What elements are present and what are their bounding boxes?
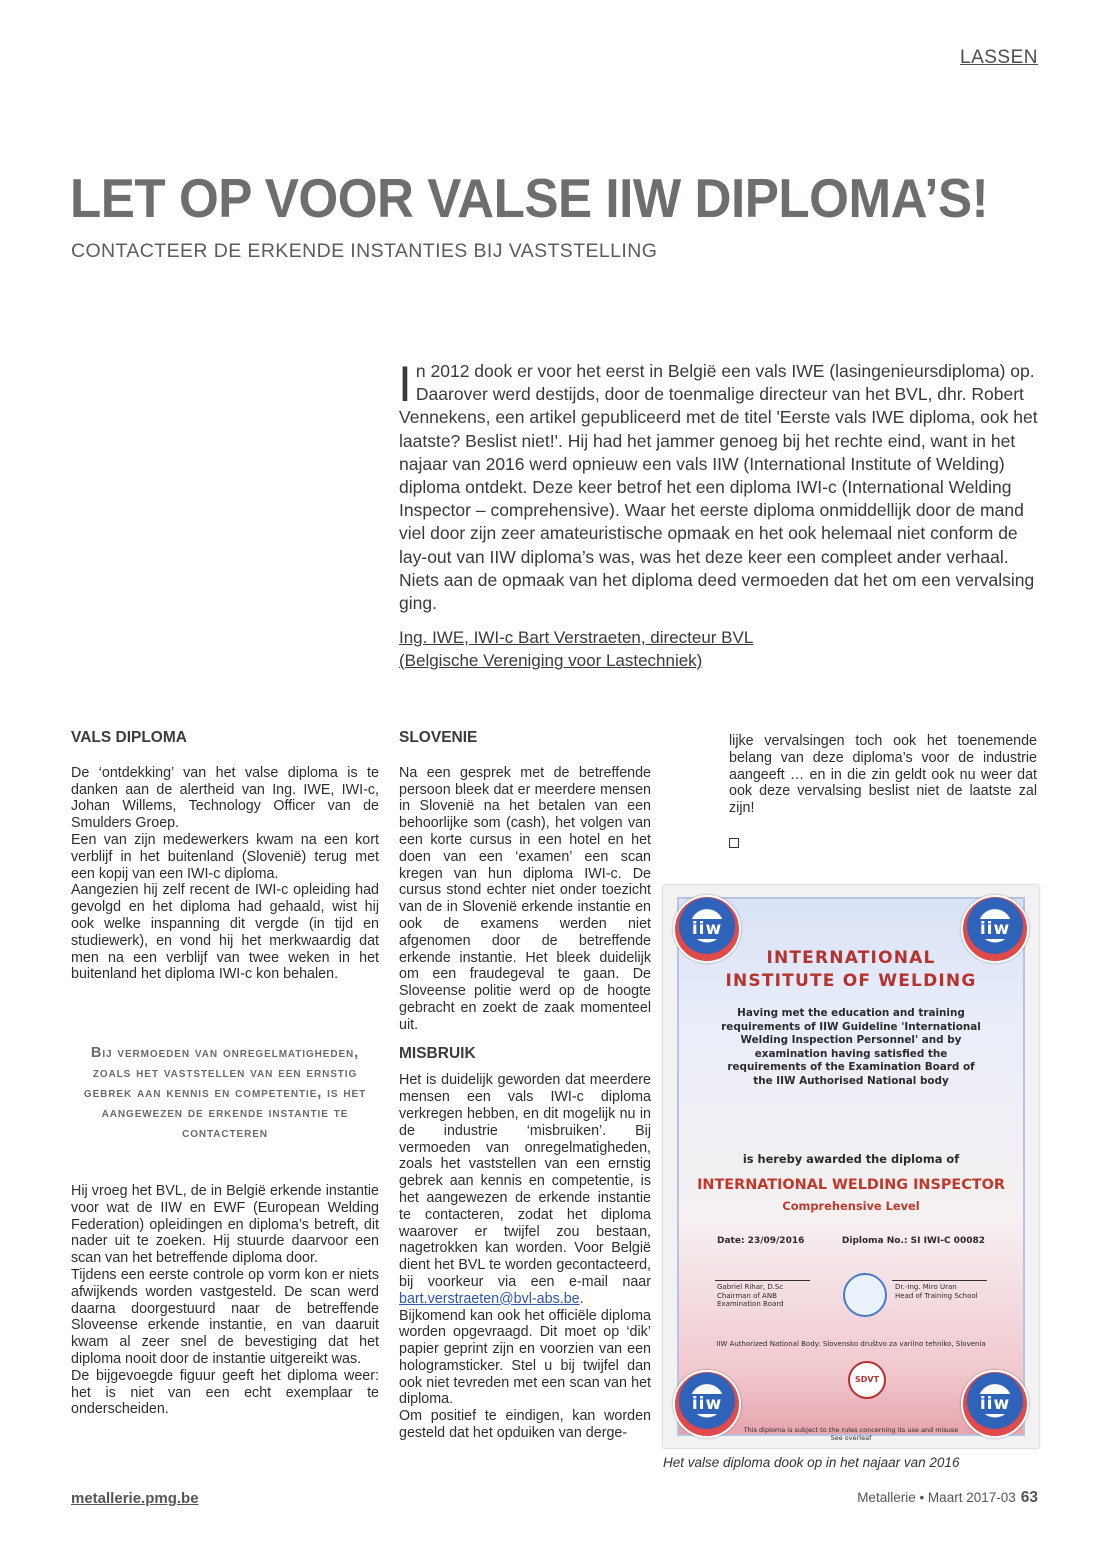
pull-quote: Bij vermoeden van onregelmatigheden, zoals het vaststellen van een ernstig gebrek aan kennis en competentie, is het aangewezen de erkende instantie te contacteren bbox=[83, 1045, 367, 1141]
iiw-seal-icon: iiw bbox=[961, 1370, 1029, 1438]
paragraph: Een van zijn medewerkers kwam na een kort verblijf in het buitenland (Slovenië) terug met een kopij van een IWI-c diploma. bbox=[71, 831, 379, 882]
iiw-seal-icon: iiw bbox=[673, 1370, 741, 1438]
column-1 bbox=[71, 730, 379, 983]
issue-label: Metallerie • Maart 2017-03 bbox=[857, 1490, 1016, 1505]
diploma-requirements: Having met the education and training requirements of IIW Guideline 'International Welding Inspection Personnel' and by examination having satisfied the requirements of the Examination Board of the IIW Authorised National body bbox=[721, 1007, 981, 1087]
signature-left: Gabriel Rihar, D.Sc Chairman of ANB Examination Board bbox=[717, 1283, 784, 1308]
intro-text: n 2012 dook er voor het eerst in België een vals IWE (lasingenieursdiploma) op. Daarover werd destijds, door de toenmalige directeur van het BVL, dhr. Robert Vennekens, een artikel gepubliceerd met de titel 'Eerste vals IWE diploma, ook het laatste? Beslist niet!'. Hij had het jammer genoeg bij het rechte eind, want in het najaar van 2016 werd opnieuw een vals IIW (International Institute of Welding) diploma ontdekt. Deze keer betrof het een diploma IWI-c (International Welding Inspector – comprehensive). Waar het eerste diploma onmiddellijk door de mand viel door zijn zeer amateuristische opmaak en het ook helemaal niet conform de lay-out van IIW diploma’s was, was het deze keer een compleet ander verhaal. Niets aan de opmaak van het diploma deed vermoeden dat het om een vervalsing ging. bbox=[399, 361, 1038, 614]
diploma-level: Comprehensive Level bbox=[782, 1199, 920, 1213]
diploma-sheet bbox=[677, 897, 1025, 1442]
diploma-title: INTERNATIONAL WELDING INSPECTOR bbox=[697, 1177, 1005, 1193]
column-3 bbox=[729, 733, 1037, 853]
hologram-stamp-icon bbox=[843, 1273, 887, 1317]
signature-line bbox=[892, 1280, 987, 1281]
column-1-continued bbox=[71, 1183, 379, 1418]
diploma-organisation: INTERNATIONAL INSTITUTE OF WELDING bbox=[725, 948, 977, 991]
paragraph: De ‘ontdekking’ van het valse diploma is te danken aan de alertheid van Ing. IWE, IWI-c, Johan Willems, Technology Officer van de Smulders Groep. bbox=[71, 764, 379, 832]
page-number: 63 bbox=[1020, 1489, 1038, 1506]
iiw-seal-icon: iiw bbox=[673, 895, 741, 963]
image-caption: Het valse diploma dook op in het najaar van 2016 bbox=[663, 1455, 960, 1470]
drop-cap: I bbox=[398, 356, 412, 412]
end-mark-icon bbox=[729, 838, 739, 848]
byline-author: Ing. IWE, IWI-c Bart Verstraeten, directeur BVL bbox=[399, 628, 754, 647]
paragraph-end: . bbox=[579, 1290, 584, 1307]
signature-right: Dr.-Ing. Miro Uran Head of Training School bbox=[895, 1283, 978, 1300]
column-2 bbox=[399, 730, 651, 1442]
paragraph-text: Het is duidelijk geworden dat meerdere mensen een vals IWI-c diploma verkregen hebben, en dit mogelijk nu in de industrie ‘misbruiken’. Bij vermoeden van onregelmatigheden, zoals het vaststellen van een ernstig gebrek aan kennis en competentie, is het aangewezen de erkende instantie te contacteren, zodat het diploma waarover er twijfel zou bestaan, nagetrokken kan worden. Voor België dient het BVL te worden gecontacteerd, bij voorkeur via een e-mail naar bbox=[399, 1072, 651, 1290]
paragraph: De bijgevoegde figuur geeft het diploma weer: het is niet van een echt exemplaar te onderscheiden. bbox=[71, 1367, 379, 1418]
footer-website-link[interactable]: metallerie.pmg.be bbox=[71, 1490, 199, 1507]
footer-issue bbox=[857, 1489, 1038, 1507]
diploma-anb: IIW Authorized National Body: Slovensko društvo za varilno tehniko, Slovenia bbox=[716, 1340, 986, 1348]
paragraph: Hij vroeg het BVL, de in België erkende instantie voor wat de IIW en EWF (European Welding Federation) opleidingen en diploma’s betreft, dit nader uit te zoeken. Hij stuurde daarvoor een scan van het betreffende diploma door. bbox=[71, 1183, 379, 1267]
email-link[interactable]: bart.verstraeten@bvl-abs.be bbox=[399, 1290, 580, 1307]
byline-organisation: (Belgische Vereniging voor Lastechniek) bbox=[399, 651, 703, 670]
intro-paragraph bbox=[398, 356, 1039, 615]
paragraph: Bijkomend kan ook het officiële diploma worden opgevraagd. Dit moet op ‘dik’ papier geprint zijn en voorzien van een hologramsticker. Stel u bij twijfel dan ook niet tevreden met een scan van het diploma. bbox=[399, 1307, 651, 1408]
paragraph: Om positief te eindigen, kan worden gesteld dat het opduiken van derge- bbox=[399, 1408, 651, 1442]
paragraph bbox=[399, 1072, 651, 1307]
heading-vals-diploma: VALS DIPLOMA bbox=[71, 729, 187, 746]
paragraph: Tijdens een eerste controle op vorm kon er niets afwijkends worden vastgesteld. De scan werd daarna doorgestuurd naar de betreffende Sloveense erkende instantie, en van daaruit kwam al zeer snel de bevestiging dat het diploma nooit door de instantie uitgereikt was. bbox=[71, 1266, 379, 1367]
byline bbox=[399, 626, 753, 672]
diploma-date: Date: 23/09/2016 bbox=[717, 1236, 805, 1246]
paragraph: Aangezien hij zelf recent de IWI-c opleiding had gevolgd en het diploma had gehaald, wist hij ook welke inspanning dit vergde (in tijd en studiewerk), en vond hij het merkwaardig dat men na een verblijf van twee weken in het buitenland het diploma IWI-c kon behalen. bbox=[71, 882, 379, 983]
sdvt-logo: SDVT bbox=[848, 1361, 886, 1399]
article-title: LET OP VOOR VALSE IIW DIPLOMA’S! bbox=[70, 167, 989, 229]
paragraph: lijke vervalsingen toch ook het toenemende belang van deze diploma’s voor de industrie aangeeft … en in die zin geldt ook nu weer dat ook deze vervalsing beslist niet de laatste zal zijn! bbox=[729, 733, 1037, 817]
diploma-number: Diploma No.: SI IWI-C 00082 bbox=[841, 1236, 985, 1246]
diploma-image bbox=[663, 885, 1039, 1448]
iiw-seal-icon: iiw bbox=[961, 895, 1029, 963]
article-subtitle: CONTACTEER DE ERKENDE INSTANTIES BIJ VASTSTELLING bbox=[71, 240, 658, 262]
diploma-fineprint: This diploma is subject to the rules concerning its use and misuse See overleaf bbox=[743, 1426, 959, 1442]
heading-slovenie: SLOVENIE bbox=[399, 729, 478, 746]
diploma-awarded: is hereby awarded the diploma of bbox=[742, 1152, 960, 1166]
heading-misbruik: MISBRUIK bbox=[399, 1044, 476, 1062]
paragraph: Na een gesprek met de betreffende persoon bleek dat er meerdere mensen in Slovenië na het betalen van een behoorlijke som (cash), het volgen van een korte cursus in een hotel en het doen van een ‘examen’ een scan kregen van hun diploma IWI-c. De cursus stond echter niet onder toezicht van de in Slovenië erkende instantie en ook de examens werden niet afgenomen door de betreffende erkende instantie. Het bleek duidelijk om een fraudegeval te gaan. De Sloveense politie werd op de hoogte gebracht en zoekt de zaak momenteel uit. bbox=[399, 764, 651, 1033]
section-tag[interactable]: LASSEN bbox=[960, 47, 1038, 68]
signature-line bbox=[715, 1280, 810, 1281]
